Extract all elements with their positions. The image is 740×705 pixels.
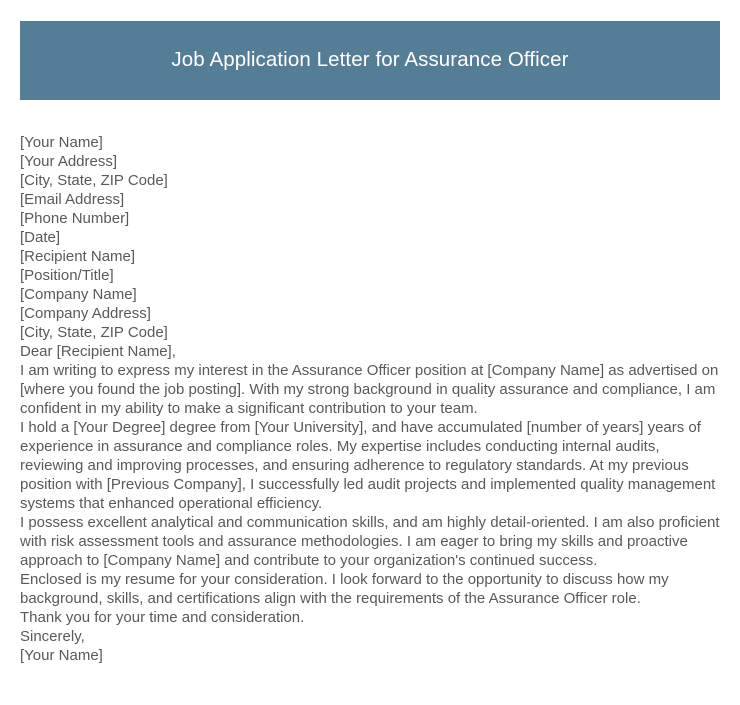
your-address-line: [Your Address] (20, 153, 118, 170)
page-title: Job Application Letter for Assurance Officer (171, 48, 569, 72)
position-title-line: [Position/Title] (20, 267, 114, 284)
experience-paragraph: I hold a [Your Degree] degree from [Your University], and have accumulated [number of years] years of experience in assurance and compliance roles. My expertise includes conducting internal audits, reviewing and improving processes, and ensuring adherence to regulatory standards. At my previous position with [Previous Company], I successfully led audit projects and implemented quality management systems that enhanced operational efficiency. (20, 419, 720, 512)
your-name-line: [Your Name] (20, 134, 103, 151)
sign-off-line: Sincerely, (20, 628, 85, 645)
document-header-banner (20, 21, 720, 100)
intro-paragraph: I am writing to express my interest in the Assurance Officer position at [Company Name] as advertised on [where you found the job posting]. With my strong background in quality assurance and compliance, I am confident in my ability to make a significant contribution to your team. (20, 362, 723, 417)
letter-body (20, 133, 724, 665)
closing-paragraph: Enclosed is my resume for your consideration. I look forward to the opportunity to discuss how my background, skills, and certifications align with the requirements of the Assurance Officer role. (20, 571, 673, 607)
skills-paragraph: I possess excellent analytical and communication skills, and am highly detail-oriented. I am also proficient with risk assessment tools and assurance methodologies. I am eager to bring my skills and proactive approach to [Company Name] and contribute to your organization's continued success. (20, 514, 724, 569)
signature-name-line: [Your Name] (20, 647, 103, 664)
thank-you-line: Thank you for your time and consideration. (20, 609, 305, 626)
recipient-name-line: [Recipient Name] (20, 248, 136, 265)
company-address-line: [Company Address] (20, 305, 151, 322)
email-address-line: [Email Address] (20, 191, 125, 208)
your-city-state-zip-line: [City, State, ZIP Code] (20, 172, 168, 189)
company-city-state-zip-line: [City, State, ZIP Code] (20, 324, 168, 341)
company-name-line: [Company Name] (20, 286, 137, 303)
salutation-line: Dear [Recipient Name], (20, 343, 176, 360)
date-line: [Date] (20, 229, 61, 246)
phone-number-line: [Phone Number] (20, 210, 130, 227)
